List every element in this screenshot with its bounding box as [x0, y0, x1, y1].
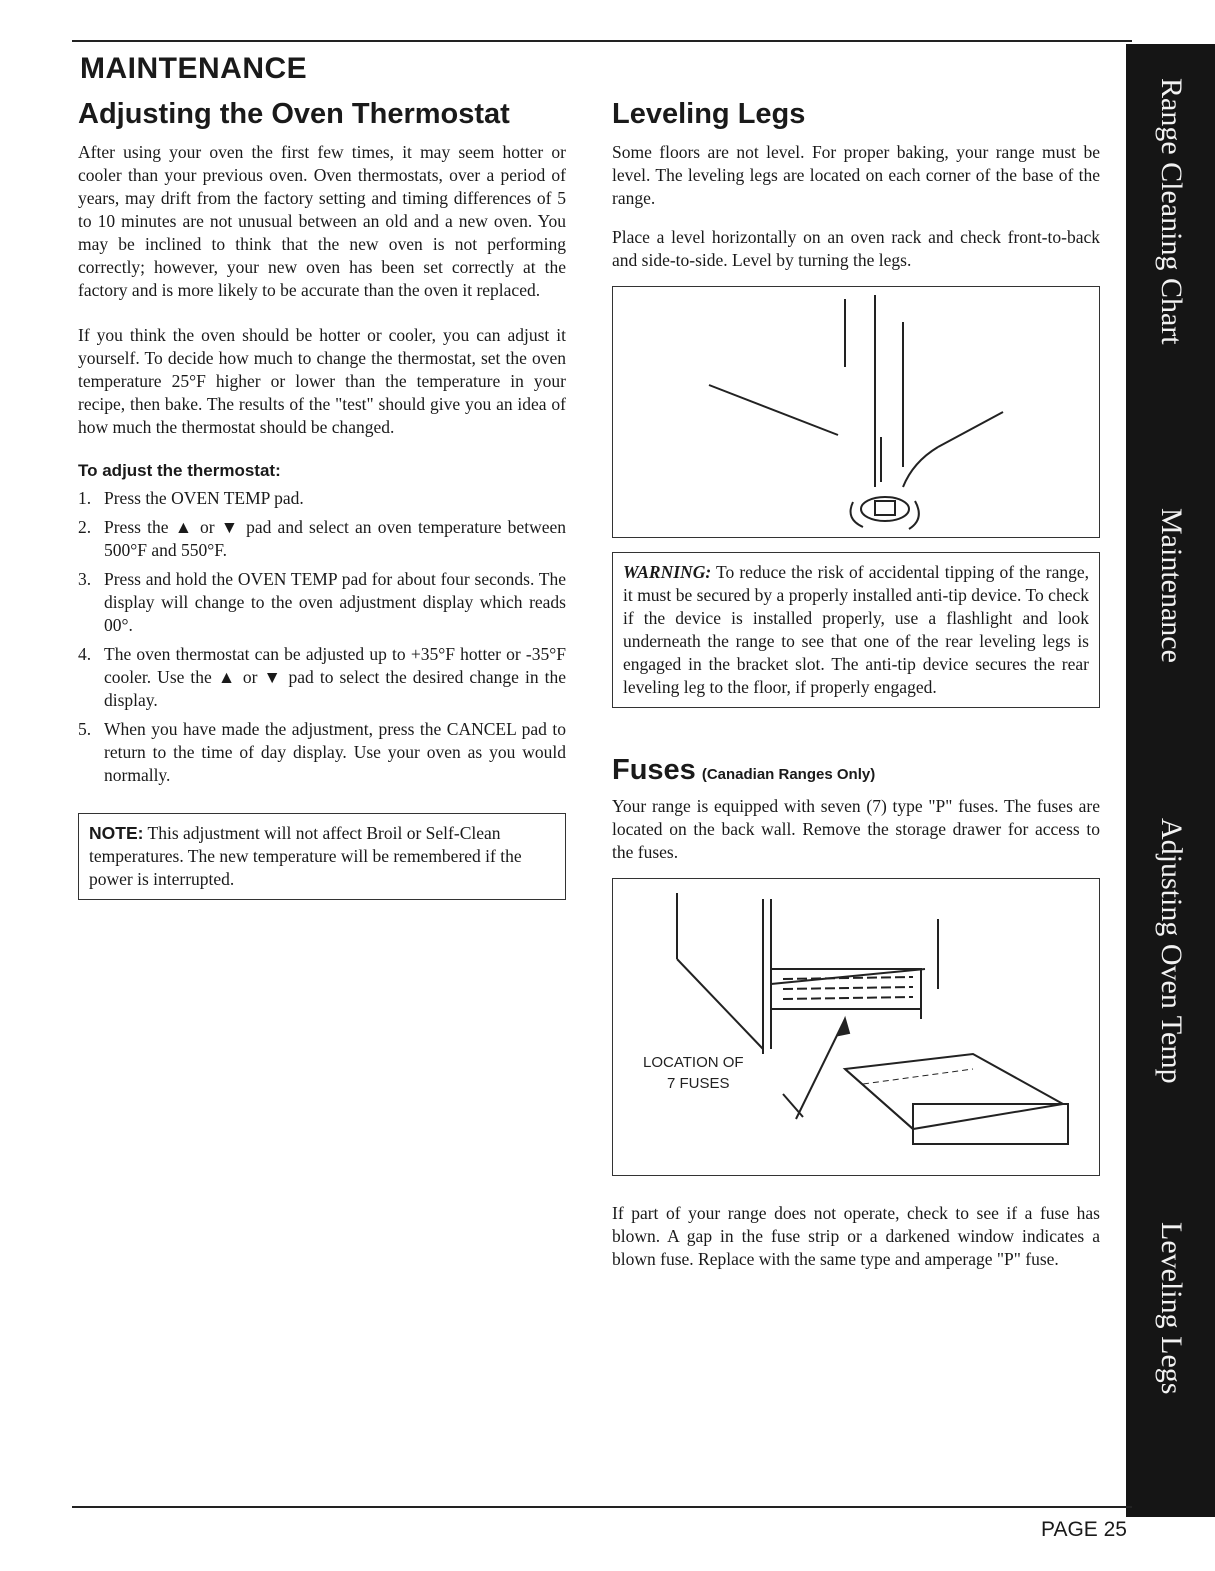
step-number: 1. — [78, 488, 92, 508]
note-text: This adjustment will not affect Broil or Self-Clean temperatures. The new temperature will be remembered if the power is interrupted. — [89, 823, 522, 889]
side-tab-range-cleaning-chart: Range Cleaning Chart — [1155, 78, 1188, 345]
leveling-heading: Leveling Legs — [612, 98, 806, 130]
leveling-leg-illustration — [613, 287, 1099, 537]
side-tab-leveling-legs: Leveling Legs — [1155, 1222, 1188, 1395]
step-item — [78, 718, 566, 787]
fuses-heading — [612, 754, 1100, 787]
thermostat-steps — [78, 487, 566, 787]
step-text: Press the ▲ or ▼ pad and select an oven temperature between 500°F and 550°F. — [104, 517, 566, 560]
side-tab-adjusting-oven-temp: Adjusting Oven Temp — [1155, 818, 1188, 1084]
thermostat-column — [78, 98, 566, 900]
fuses-subtitle: (Canadian Ranges Only) — [701, 766, 876, 783]
step-number: 3. — [78, 569, 92, 589]
step-text: When you have made the adjustment, press the CANCEL pad to return to the time of day display. Use your oven as you would normally. — [104, 719, 566, 785]
fuses-paragraph-1: Your range is equipped with seven (7) type "P" fuses. The fuses are located on the back wall. Remove the storage drawer for access to the fuses. — [612, 796, 1100, 862]
bottom-rule — [72, 1506, 1132, 1508]
step-text: Press the OVEN TEMP pad. — [104, 488, 304, 508]
leveling-leg-figure — [612, 286, 1100, 538]
step-number: 4. — [78, 644, 92, 664]
thermostat-subhead: To adjust the thermostat: — [78, 461, 281, 480]
thermostat-paragraph-1: After using your oven the first few times, it may seem hotter or cooler than your previous oven. Oven thermostats, over a period of years, may drift from the factory setting and timing differences of 5 to 10 minutes are not unusual between an old and a new oven. You may be inclined to think that the new oven is not performing correctly; however, your new oven has been set correctly at the factory and is more likely to be accurate than the oven it replaced. — [78, 142, 566, 300]
fuses-figure — [612, 878, 1100, 1176]
step-item — [78, 568, 566, 637]
fuse-location-illustration — [613, 879, 1099, 1175]
fuses-title: Fuses — [612, 754, 696, 786]
step-text: Press and hold the OVEN TEMP pad for about four seconds. The display will change to the oven adjustment display which reads 00°. — [104, 569, 566, 635]
side-tab-maintenance: Maintenance — [1155, 508, 1188, 663]
page-number: PAGE 25 — [1041, 1518, 1127, 1541]
step-item — [78, 516, 566, 562]
step-item — [78, 487, 566, 510]
fuse-figure-label-line2: 7 FUSES — [667, 1075, 730, 1092]
step-text: The oven thermostat can be adjusted up to +35°F hotter or -35°F cooler. Use the ▲ or ▼ pad to select the desired change in the display. — [104, 644, 566, 710]
step-number: 5. — [78, 719, 92, 739]
warning-box — [612, 552, 1100, 708]
leveling-paragraph-2: Place a level horizontally on an oven rack and check front-to-back and side-to-side. Level by turning the legs. — [612, 227, 1100, 270]
leveling-paragraph-1: Some floors are not level. For proper baking, your range must be level. The leveling legs are located on each corner of the base of the range. — [612, 142, 1100, 208]
thermostat-heading: Adjusting the Oven Thermostat — [78, 98, 510, 130]
leveling-column — [612, 98, 1100, 1271]
section-title: MAINTENANCE — [80, 52, 308, 85]
thermostat-paragraph-2: If you think the oven should be hotter or cooler, you can adjust it yourself. To decide how much to change the thermostat, set the oven temperature 25°F higher or lower than the temperature in your recipe, then bake. The results of the "test" should give you an idea of how much the thermostat should be changed. — [78, 325, 566, 437]
note-box — [78, 813, 566, 900]
warning-label: WARNING: — [623, 562, 712, 582]
fuses-paragraph-2: If part of your range does not operate, check to see if a fuse has blown. A gap in the fuse strip or a darkened window indicates a blown fuse. Replace with the same type and amperage "P" fuse. — [612, 1203, 1100, 1269]
top-rule — [72, 40, 1132, 42]
fuse-figure-label-line1: LOCATION OF — [643, 1054, 744, 1071]
step-item — [78, 643, 566, 712]
step-number: 2. — [78, 517, 92, 537]
warning-text: To reduce the risk of accidental tipping of the range, it must be secured by a properly installed anti-tip device. To check if the device is installed properly, use a flashlight and look underneath the range to see that one of the rear leveling legs is engaged in the bracket slot. The anti-tip device secures the rear leveling leg to the floor, if properly engaged. — [623, 562, 1089, 697]
note-label: NOTE: — [89, 823, 144, 843]
